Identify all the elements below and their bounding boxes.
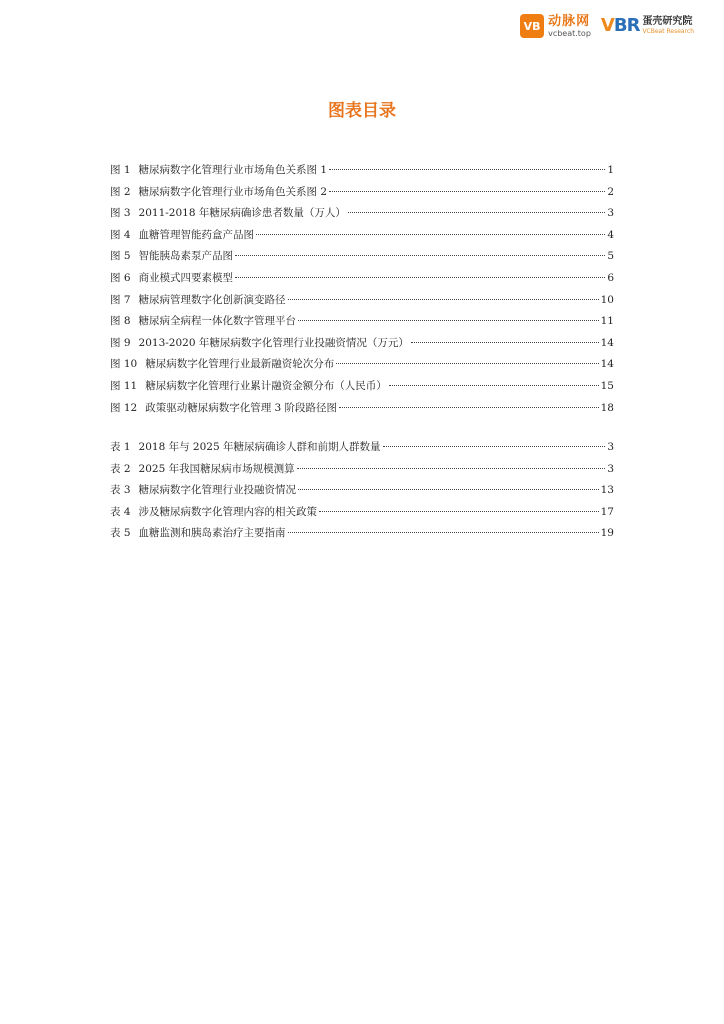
toc-entry[interactable] [110,292,614,314]
toc-leader [235,277,605,278]
toc-leader [319,511,599,512]
page-title: 图表目录 [328,101,396,121]
toc-entry[interactable] [110,162,614,184]
toc-entry[interactable] [110,184,614,206]
table-list [110,439,614,547]
toc-label: 图 9 [110,336,131,349]
header-logos [520,14,694,38]
toc-page-number: 18 [600,401,614,414]
vbr-logo-name-en: VCBeat Research [642,28,694,35]
toc-entry[interactable] [110,248,614,270]
toc-entry[interactable] [110,504,614,526]
toc-title: 2018 年与 2025 年糖尿病确诊人群和前期人群数量 [138,441,381,453]
toc-leader [288,299,599,300]
toc-label: 图 1 [110,164,131,176]
toc-page-number: 11 [600,315,614,328]
toc-label: 图 3 [110,207,131,220]
toc-title: 2013-2020 年糖尿病数字化管理行业投融资情况（万元） [138,336,409,349]
toc-leader [348,212,605,213]
toc-label: 图 4 [110,228,131,241]
toc-title: 涉及糖尿病数字化管理内容的相关政策 [138,505,318,518]
toc-leader [329,169,605,170]
toc-leader [298,320,599,321]
toc-leader [298,489,599,490]
toc-page-number: 13 [600,484,614,497]
toc-label: 图 10 [110,358,138,371]
toc-title: 商业模式四要素模型 [138,271,234,284]
toc-page-number: 14 [600,336,614,349]
toc-leader [297,468,606,469]
toc-page-number: 10 [600,293,614,306]
toc-title: 糖尿病数字化管理行业市场角色关系图 1 [138,164,328,176]
toc-page-number: 14 [600,358,614,371]
toc-label: 表 5 [110,527,131,540]
toc-leader [288,532,599,533]
toc-entry[interactable] [110,439,614,461]
toc-label: 图 11 [110,379,138,392]
toc-entry[interactable] [110,378,614,400]
toc-label: 表 3 [110,484,131,497]
toc-title: 糖尿病数字化管理行业最新融资轮次分布 [145,358,335,371]
toc-entry[interactable] [110,400,614,422]
toc-page-number: 1 [607,164,614,176]
vcbeat-logo-name-cn: 动脉网 [548,13,591,29]
toc-title: 血糖管理智能药盒产品图 [138,228,255,241]
toc-leader [411,342,599,343]
toc-entry[interactable] [110,205,614,227]
toc-leader [389,385,599,386]
toc-title: 糖尿病数字化管理行业市场角色关系图 2 [138,185,328,198]
toc-label: 图 6 [110,271,131,284]
toc-leader [329,191,605,192]
toc-title: 血糖监测和胰岛素治疗主要指南 [138,527,286,540]
toc-page-number: 3 [607,462,614,475]
toc-page-number: 4 [607,228,614,241]
toc-title: 政策驱动糖尿病数字化管理 3 阶段路径图 [145,401,338,414]
toc-entry[interactable] [110,313,614,335]
toc-leader [339,407,599,408]
toc-title: 糖尿病全病程一体化数字管理平台 [138,315,297,328]
toc-page-number: 15 [600,379,614,392]
toc-label: 图 8 [110,315,131,328]
vbr-logo-icon: VBR [600,15,640,36]
toc-page-number: 17 [600,505,614,518]
toc-title: 智能胰岛素泵产品图 [138,250,234,263]
toc-label: 图 12 [110,401,138,414]
toc-page-number: 6 [607,271,614,284]
toc-title: 糖尿病数字化管理行业累计融资金额分布（人民币） [145,379,387,392]
toc-page-number: 3 [607,207,614,220]
toc-entry[interactable] [110,270,614,292]
toc-label: 表 1 [110,441,131,453]
vcbeat-logo-name-en: vcbeat.top [548,28,591,38]
vcbeat-logo [520,14,591,38]
toc-entry[interactable] [110,461,614,483]
toc-page-number: 3 [607,441,614,453]
toc-leader [383,446,606,447]
toc-entry[interactable] [110,227,614,249]
toc-entry[interactable] [110,525,614,547]
vbr-logo [601,17,694,35]
toc-entry[interactable] [110,335,614,357]
toc-label: 表 2 [110,462,131,475]
toc-title: 2025 年我国糖尿病市场规模测算 [138,462,295,475]
toc-page-number: 19 [600,527,614,540]
toc-entry[interactable] [110,482,614,504]
vbr-logo-name-cn: 蛋壳研究院 [642,16,693,27]
toc-leader [336,363,598,364]
toc-leader [235,255,605,256]
vcbeat-logo-icon: VB [520,14,544,38]
toc-title: 糖尿病管理数字化创新演变路径 [138,293,286,306]
toc-entry[interactable] [110,356,614,378]
toc-title: 2011-2018 年糖尿病确诊患者数量（万人） [138,207,346,220]
figure-list [110,162,614,421]
toc-label: 图 2 [110,185,131,198]
toc-label: 表 4 [110,505,131,518]
toc-page-number: 5 [607,250,614,263]
toc-title: 糖尿病数字化管理行业投融资情况 [138,484,297,497]
toc-label: 图 5 [110,250,131,263]
toc-leader [256,234,605,235]
toc-page-number: 2 [607,185,614,198]
toc-label: 图 7 [110,293,131,306]
